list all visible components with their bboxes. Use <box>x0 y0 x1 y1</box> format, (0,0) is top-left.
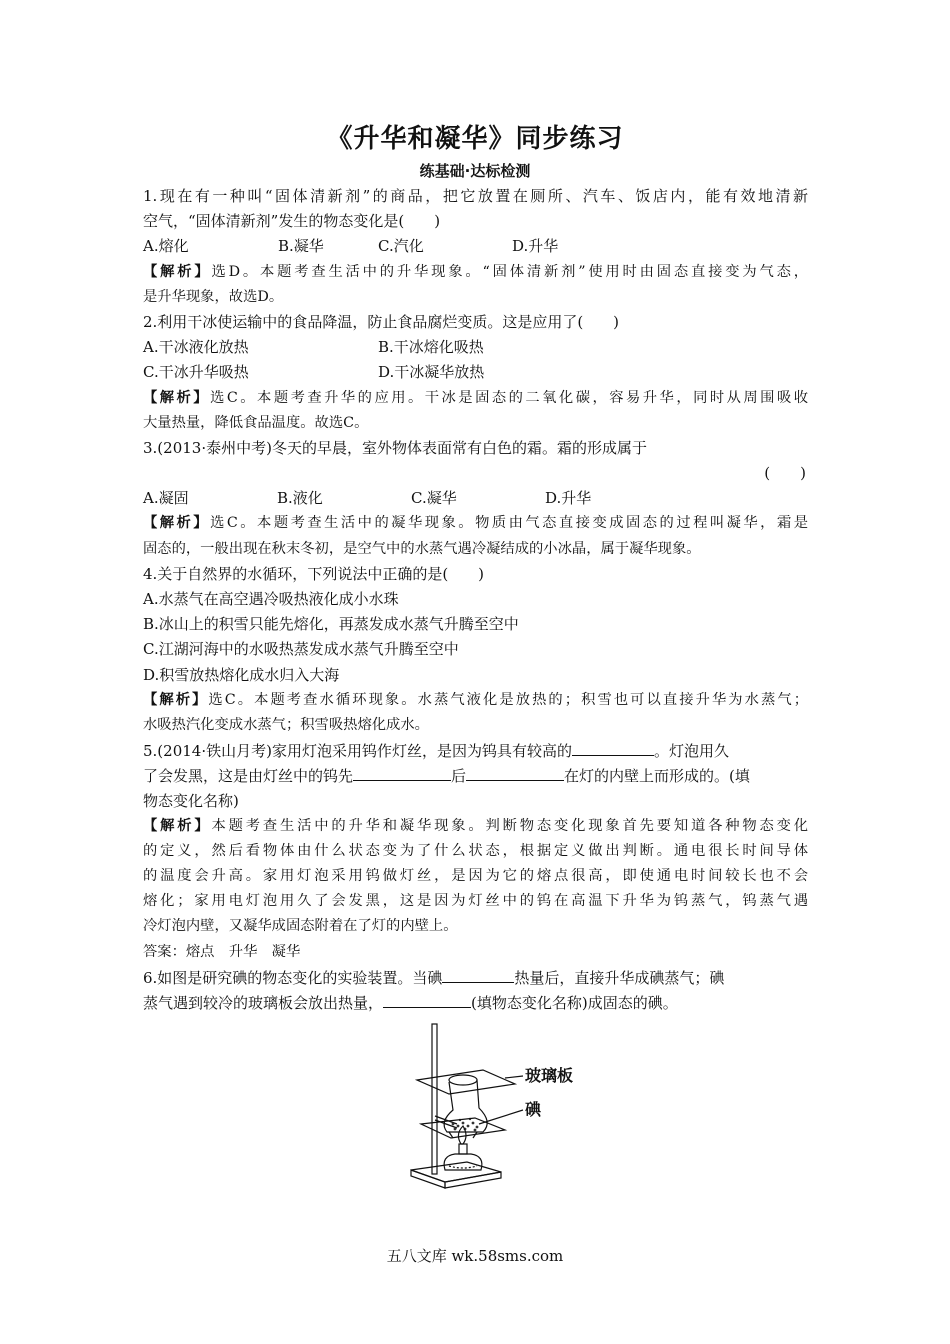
q5-analysis-line2: 的定义，然后看物体由什么状态变为了什么状态，根据定义做出判断。通电很长时间导体 <box>143 842 808 859</box>
label-iodine: 碘 <box>525 1100 542 1119</box>
q5-blank-3[interactable] <box>466 763 564 781</box>
q3-analysis-line2: 固态的，一般出现在秋末冬初，是空气中的水蒸气遇冷凝结成的小冰晶，属于凝华现象。 <box>143 540 701 557</box>
analysis-label: 【解析】 <box>143 515 211 532</box>
analysis-label: 【解析】 <box>143 389 211 406</box>
q4-option-d: D.积雪放热熔化成水归入大海 <box>143 665 340 684</box>
q5-analysis-line1: 【解析】本题考查生活中的升华和凝华现象。判断物态变化现象首先要知道各种物态变化 <box>143 817 808 834</box>
stand-base <box>411 1162 501 1182</box>
q6-stem-line1: 6.如图是研究碘的物态变化的实验装置。当碘 热量后，直接升华成碘蒸气；碘 <box>143 965 808 990</box>
q2-option-c: C.干冰升华吸热 <box>143 363 249 382</box>
q4-option-c: C.江湖河海中的水吸热蒸发成水蒸气升腾至空中 <box>143 640 459 659</box>
q3-stem: 3.(2013·泰州中考)冬天的早晨，室外物体表面常有白色的霜。霜的形成属于 <box>143 438 647 457</box>
q1-option-c: C.汽化 <box>378 237 424 256</box>
q4-stem: 4.关于自然界的水循环，下列说法中正确的是( ) <box>143 564 485 583</box>
leader-line-glass <box>505 1076 523 1078</box>
q4-option-b: B.冰山上的积雪只能先熔化，再蒸发成水蒸气升腾至空中 <box>143 615 519 634</box>
q3-option-b: B.液化 <box>277 489 323 508</box>
q2-stem: 2.利用干冰使运输中的食品降温，防止食品腐烂变质。这是应用了( ) <box>143 312 620 331</box>
q6-blank-2[interactable] <box>383 990 471 1008</box>
q2-analysis-line1: 【解析】选C。本题考查升华的应用。干冰是固态的二氧化碳，容易升华，同时从周围吸收 <box>143 389 808 406</box>
q5-analysis-line3: 的温度会升高。家用灯泡采用钨做灯丝，是因为它的熔点很高，即使通电时间较长也不会 <box>143 868 808 885</box>
q3-option-c: C.凝华 <box>411 489 457 508</box>
q5-stem-line3: 物态变化名称) <box>143 791 239 810</box>
flask <box>444 1080 487 1132</box>
q4-option-a: A.水蒸气在高空遇冷吸热液化成小水珠 <box>143 590 399 608</box>
q2-option-b: B.干冰熔化吸热 <box>378 338 484 357</box>
q1-option-d: D.升华 <box>512 237 559 256</box>
q5-blank-1[interactable] <box>572 738 654 756</box>
iodine-apparatus-figure <box>405 1020 585 1210</box>
q1-options <box>143 234 808 259</box>
stand-rod <box>432 1024 437 1174</box>
q3-option-d: D.升华 <box>545 489 592 508</box>
q2-options-row2 <box>143 360 808 385</box>
q2-option-d: D.干冰凝华放热 <box>378 363 485 382</box>
analysis-label: 【解析】 <box>143 817 212 834</box>
q4-analysis-line1: 【解析】选C。本题考查水循环现象。水蒸气液化是放热的；积雪也可以直接升华为水蒸气； <box>143 691 808 708</box>
lamp-wick <box>459 1144 467 1154</box>
q1-stem-line2: 空气，“固体清新剂”发生的物态变化是( ) <box>143 212 441 231</box>
q2-analysis-line2: 大量热量，降低食品温度。故选C。 <box>143 414 369 431</box>
q1-stem-line1: 1.现在有一种叫“固体清新剂”的商品，把它放置在厕所、汽车、饭店内，能有效地清新 <box>143 187 808 205</box>
exercise-content <box>143 184 808 1015</box>
q1-option-a: A.熔化 <box>143 237 189 256</box>
q2-option-a: A.干冰液化放热 <box>143 338 249 357</box>
q3-option-a: A.凝固 <box>143 489 189 508</box>
q5-stem-line1: 5.(2014·铁山月考)家用灯泡采用钨作灯丝，是因为钨具有较高的 。灯泡用久 <box>143 738 808 763</box>
q3-options <box>143 486 808 511</box>
label-glass-plate: 玻璃板 <box>525 1066 574 1085</box>
page-title: 《升华和凝华》同步练习 <box>326 124 624 154</box>
gauze-plate <box>421 1118 505 1138</box>
q5-answer: 答案：熔点 升华 凝华 <box>143 943 301 960</box>
section-subtitle: 练基础·达标检测 <box>419 162 531 180</box>
q5-analysis-line5: 冷灯泡内壁，又凝华成固态附着在了灯的内壁上。 <box>143 918 458 935</box>
q6-stem-line2: 蒸气遇到较冷的玻璃板会放出热量， (填物态变化名称)成固态的碘。 <box>143 990 808 1015</box>
q1-option-b: B.凝华 <box>278 237 324 256</box>
q5-stem-line2: 了会发黑，这是由灯丝中的钨先 后 在灯的内壁上而形成的。(填 <box>143 763 808 788</box>
q2-options-row1 <box>143 335 808 360</box>
analysis-label: 【解析】 <box>143 691 209 708</box>
analysis-label: 【解析】 <box>143 263 212 280</box>
q3-analysis-line1: 【解析】选C。本题考查生活中的凝华现象。物质由气态直接变成固态的过程叫凝华，霜是 <box>143 515 808 532</box>
q5-analysis-line4: 熔化；家用电灯泡用久了会发黑，这是因为灯丝中的钨在高温下升华为钨蒸气，钨蒸气遇 <box>143 893 808 910</box>
flame <box>458 1126 466 1144</box>
footer-watermark: 五八文库 wk.58sms.com <box>386 1247 564 1265</box>
apparatus-diagram <box>405 1020 585 1210</box>
q6-blank-1[interactable] <box>442 965 514 983</box>
q4-analysis-line2: 水吸热汽化变成水蒸气；积雪吸热熔化成水。 <box>143 716 429 733</box>
q1-analysis-line1: 【解析】选D。本题考查生活中的升华现象。“固体清新剂”使用时由固态直接变为气态， <box>143 263 808 280</box>
q5-blank-2[interactable] <box>353 763 451 781</box>
q3-answer-paren: ( ) <box>764 464 806 483</box>
q1-analysis-line2: 是升华现象，故选D。 <box>143 288 284 305</box>
